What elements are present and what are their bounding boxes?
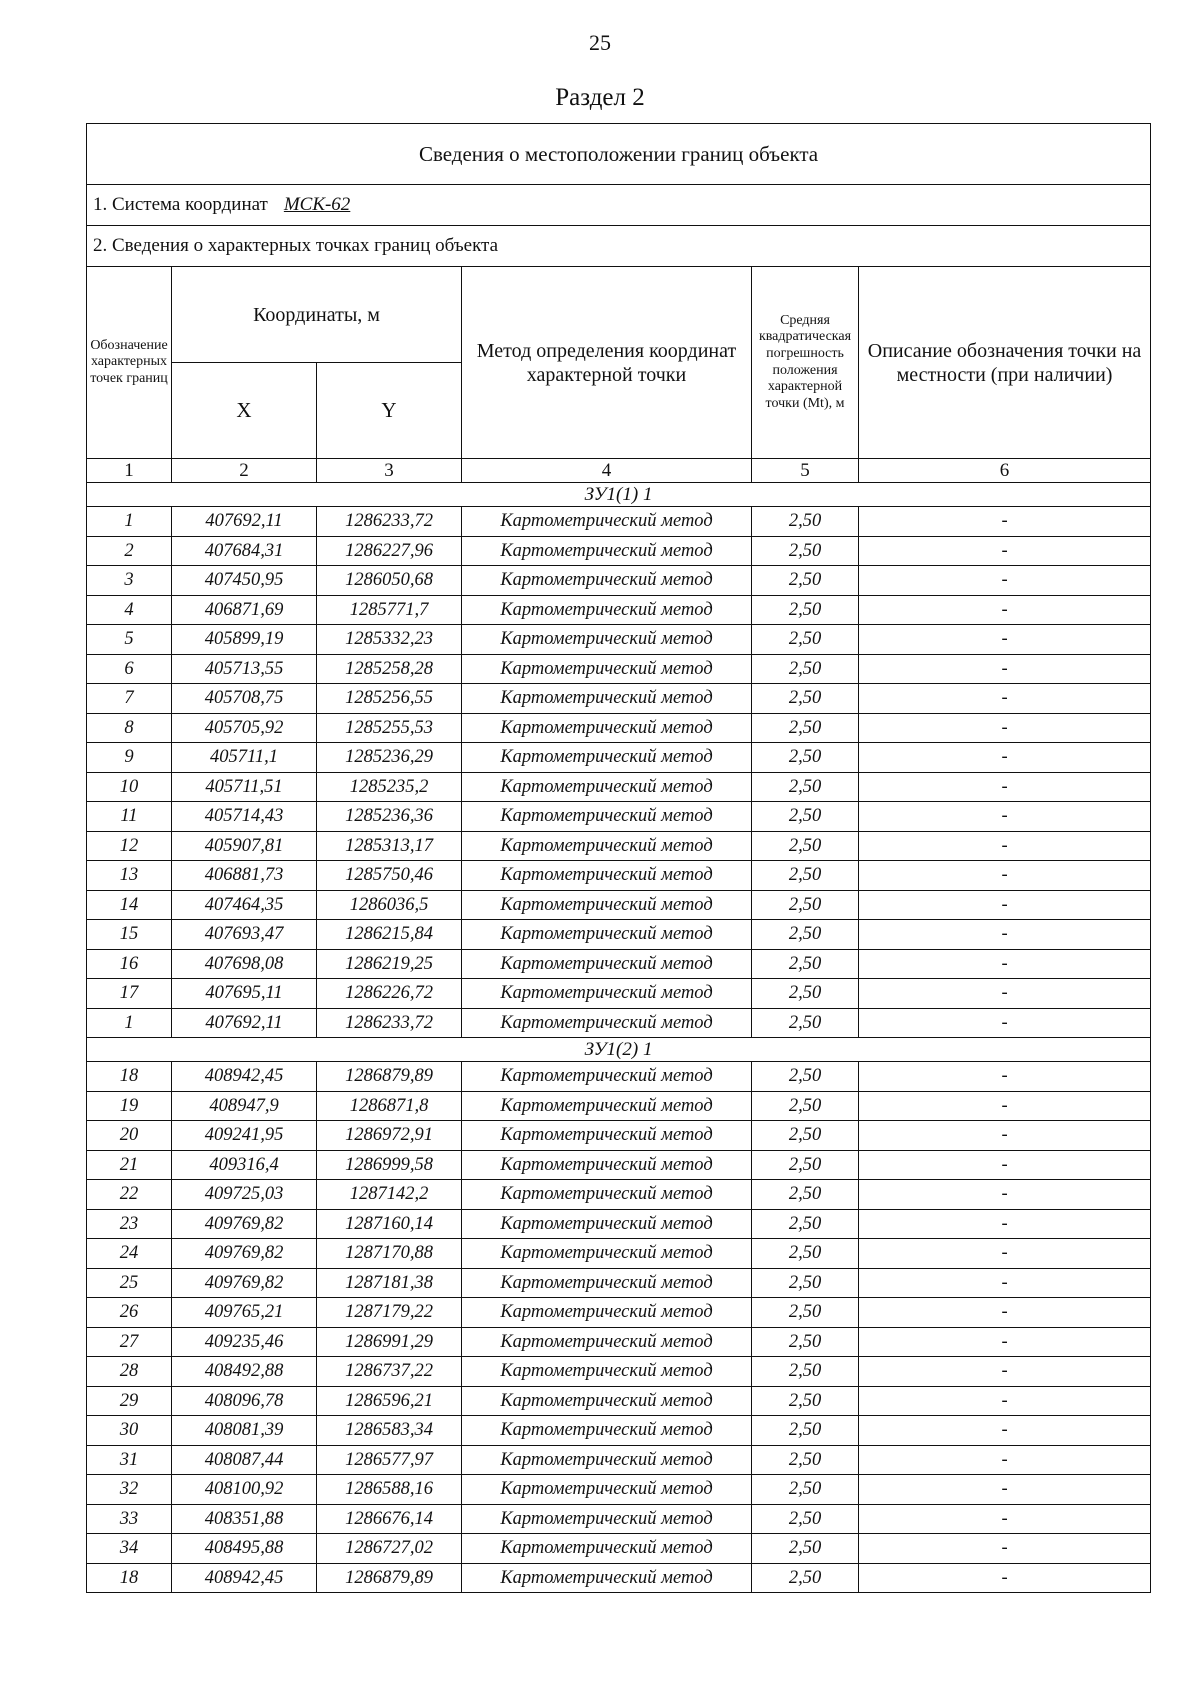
x-coordinate-cell: 408495,88 <box>172 1534 317 1564</box>
y-coordinate-cell: 1286727,02 <box>317 1534 462 1564</box>
point-id-cell: 19 <box>87 1091 172 1121</box>
group-header-row <box>87 483 1151 507</box>
description-cell: - <box>859 920 1151 950</box>
table-row <box>87 1386 1151 1416</box>
y-coordinate-cell: 1285256,55 <box>317 684 462 714</box>
header-method: Метод определения координат характерной точки <box>462 267 752 459</box>
x-coordinate-cell: 405711,1 <box>172 743 317 773</box>
y-coordinate-cell: 1285255,53 <box>317 713 462 743</box>
point-id-cell: 26 <box>87 1298 172 1328</box>
point-id-cell: 6 <box>87 654 172 684</box>
method-cell: Картометрический метод <box>462 566 752 596</box>
error-cell: 2,50 <box>752 1062 859 1092</box>
table-row <box>87 772 1151 802</box>
description-cell: - <box>859 1416 1151 1446</box>
description-cell: - <box>859 890 1151 920</box>
description-cell: - <box>859 507 1151 537</box>
x-coordinate-cell: 407684,31 <box>172 536 317 566</box>
error-cell: 2,50 <box>752 507 859 537</box>
error-cell: 2,50 <box>752 920 859 950</box>
description-cell: - <box>859 772 1151 802</box>
description-cell: - <box>859 743 1151 773</box>
method-cell: Картометрический метод <box>462 1150 752 1180</box>
x-coordinate-cell: 408492,88 <box>172 1357 317 1387</box>
header-error: Средняя квадратическая погрешность положения характерной точки (Mt), м <box>752 267 859 459</box>
error-cell: 2,50 <box>752 536 859 566</box>
points-heading: 2. Сведения о характерных точках границ объекта <box>87 226 1151 267</box>
x-coordinate-cell: 406871,69 <box>172 595 317 625</box>
table-row <box>87 1327 1151 1357</box>
description-cell: - <box>859 684 1151 714</box>
point-id-cell: 5 <box>87 625 172 655</box>
error-cell: 2,50 <box>752 1298 859 1328</box>
point-id-cell: 17 <box>87 979 172 1009</box>
y-coordinate-cell: 1287170,88 <box>317 1239 462 1269</box>
y-coordinate-cell: 1285236,36 <box>317 802 462 832</box>
method-cell: Картометрический метод <box>462 861 752 891</box>
description-cell: - <box>859 1298 1151 1328</box>
point-id-cell: 24 <box>87 1239 172 1269</box>
y-coordinate-cell: 1285236,29 <box>317 743 462 773</box>
point-id-cell: 34 <box>87 1534 172 1564</box>
error-cell: 2,50 <box>752 1534 859 1564</box>
error-cell: 2,50 <box>752 743 859 773</box>
y-coordinate-cell: 1287142,2 <box>317 1180 462 1210</box>
x-coordinate-cell: 405907,81 <box>172 831 317 861</box>
description-cell: - <box>859 1121 1151 1151</box>
table-row <box>87 802 1151 832</box>
x-coordinate-cell: 406881,73 <box>172 861 317 891</box>
header-y: Y <box>317 363 462 459</box>
point-id-cell: 27 <box>87 1327 172 1357</box>
description-cell: - <box>859 861 1151 891</box>
table-row <box>87 684 1151 714</box>
method-cell: Картометрический метод <box>462 1563 752 1593</box>
table-row <box>87 831 1151 861</box>
y-coordinate-cell: 1286972,91 <box>317 1121 462 1151</box>
table-row <box>87 654 1151 684</box>
description-cell: - <box>859 595 1151 625</box>
description-cell: - <box>859 536 1151 566</box>
coordinate-system-row <box>87 185 1151 226</box>
y-coordinate-cell: 1286991,29 <box>317 1327 462 1357</box>
table-row <box>87 1268 1151 1298</box>
table-row <box>87 1298 1151 1328</box>
method-cell: Картометрический метод <box>462 1475 752 1505</box>
error-cell: 2,50 <box>752 1445 859 1475</box>
x-coordinate-cell: 407698,08 <box>172 949 317 979</box>
error-cell: 2,50 <box>752 1357 859 1387</box>
x-coordinate-cell: 405711,51 <box>172 772 317 802</box>
x-coordinate-cell: 405705,92 <box>172 713 317 743</box>
table-row <box>87 1209 1151 1239</box>
description-cell: - <box>859 1357 1151 1387</box>
error-cell: 2,50 <box>752 595 859 625</box>
x-coordinate-cell: 407693,47 <box>172 920 317 950</box>
point-id-cell: 30 <box>87 1416 172 1446</box>
point-id-cell: 11 <box>87 802 172 832</box>
description-cell: - <box>859 1504 1151 1534</box>
error-cell: 2,50 <box>752 890 859 920</box>
column-number: 5 <box>752 459 859 483</box>
error-cell: 2,50 <box>752 1475 859 1505</box>
method-cell: Картометрический метод <box>462 802 752 832</box>
y-coordinate-cell: 1286588,16 <box>317 1475 462 1505</box>
table-row <box>87 1062 1151 1092</box>
x-coordinate-cell: 407695,11 <box>172 979 317 1009</box>
y-coordinate-cell: 1285258,28 <box>317 654 462 684</box>
error-cell: 2,50 <box>752 772 859 802</box>
table-row <box>87 1150 1151 1180</box>
description-cell: - <box>859 1239 1151 1269</box>
description-cell: - <box>859 566 1151 596</box>
table-row <box>87 890 1151 920</box>
point-id-cell: 14 <box>87 890 172 920</box>
point-id-cell: 28 <box>87 1357 172 1387</box>
point-id-cell: 18 <box>87 1062 172 1092</box>
y-coordinate-cell: 1286871,8 <box>317 1091 462 1121</box>
error-cell: 2,50 <box>752 566 859 596</box>
point-id-cell: 20 <box>87 1121 172 1151</box>
x-coordinate-cell: 409769,82 <box>172 1268 317 1298</box>
description-cell: - <box>859 1534 1151 1564</box>
description-cell: - <box>859 625 1151 655</box>
error-cell: 2,50 <box>752 1386 859 1416</box>
y-coordinate-cell: 1285750,46 <box>317 861 462 891</box>
table-row <box>87 1475 1151 1505</box>
y-coordinate-cell: 1287181,38 <box>317 1268 462 1298</box>
point-id-cell: 23 <box>87 1209 172 1239</box>
x-coordinate-cell: 405714,43 <box>172 802 317 832</box>
point-id-cell: 9 <box>87 743 172 773</box>
x-coordinate-cell: 408100,92 <box>172 1475 317 1505</box>
header-coordinates: Координаты, м <box>172 267 462 363</box>
y-coordinate-cell: 1285235,2 <box>317 772 462 802</box>
description-cell: - <box>859 1180 1151 1210</box>
y-coordinate-cell: 1286050,68 <box>317 566 462 596</box>
method-cell: Картометрический метод <box>462 625 752 655</box>
x-coordinate-cell: 407464,35 <box>172 890 317 920</box>
y-coordinate-cell: 1286583,34 <box>317 1416 462 1446</box>
error-cell: 2,50 <box>752 625 859 655</box>
point-id-cell: 22 <box>87 1180 172 1210</box>
point-id-cell: 29 <box>87 1386 172 1416</box>
x-coordinate-cell: 408087,44 <box>172 1445 317 1475</box>
x-coordinate-cell: 408942,45 <box>172 1563 317 1593</box>
x-coordinate-cell: 405713,55 <box>172 654 317 684</box>
header-point-designation: Обозначение характерных точек границ <box>87 267 172 459</box>
point-id-cell: 12 <box>87 831 172 861</box>
point-id-cell: 1 <box>87 1008 172 1038</box>
coordinate-system-label: 1. Система координат <box>93 194 268 215</box>
table-row <box>87 1239 1151 1269</box>
point-id-cell: 25 <box>87 1268 172 1298</box>
point-id-cell: 18 <box>87 1563 172 1593</box>
description-cell: - <box>859 1150 1151 1180</box>
column-number: 3 <box>317 459 462 483</box>
y-coordinate-cell: 1285313,17 <box>317 831 462 861</box>
error-cell: 2,50 <box>752 1209 859 1239</box>
section-title: Раздел 2 <box>555 84 645 111</box>
point-id-cell: 21 <box>87 1150 172 1180</box>
method-cell: Картометрический метод <box>462 1386 752 1416</box>
method-cell: Картометрический метод <box>462 1504 752 1534</box>
boundary-points-table <box>86 123 1151 1593</box>
table-row <box>87 949 1151 979</box>
method-cell: Картометрический метод <box>462 831 752 861</box>
description-cell: - <box>859 1268 1151 1298</box>
x-coordinate-cell: 408351,88 <box>172 1504 317 1534</box>
y-coordinate-cell: 1286879,89 <box>317 1563 462 1593</box>
description-cell: - <box>859 1008 1151 1038</box>
description-cell: - <box>859 1386 1151 1416</box>
error-cell: 2,50 <box>752 802 859 832</box>
group-header-row <box>87 1038 1151 1062</box>
table-row <box>87 1091 1151 1121</box>
y-coordinate-cell: 1286227,96 <box>317 536 462 566</box>
method-cell: Картометрический метод <box>462 1091 752 1121</box>
method-cell: Картометрический метод <box>462 920 752 950</box>
description-cell: - <box>859 1475 1151 1505</box>
y-coordinate-cell: 1287160,14 <box>317 1209 462 1239</box>
error-cell: 2,50 <box>752 1327 859 1357</box>
description-cell: - <box>859 802 1151 832</box>
error-cell: 2,50 <box>752 979 859 1009</box>
table-row <box>87 861 1151 891</box>
x-coordinate-cell: 409235,46 <box>172 1327 317 1357</box>
x-coordinate-cell: 407692,11 <box>172 1008 317 1038</box>
method-cell: Картометрический метод <box>462 772 752 802</box>
error-cell: 2,50 <box>752 684 859 714</box>
error-cell: 2,50 <box>752 1504 859 1534</box>
error-cell: 2,50 <box>752 1180 859 1210</box>
x-coordinate-cell: 409316,4 <box>172 1150 317 1180</box>
table-row <box>87 1563 1151 1593</box>
table-title: Сведения о местоположении границ объекта <box>87 124 1151 185</box>
table-row <box>87 1416 1151 1446</box>
y-coordinate-cell: 1286596,21 <box>317 1386 462 1416</box>
column-number: 2 <box>172 459 317 483</box>
table-row <box>87 979 1151 1009</box>
method-cell: Картометрический метод <box>462 1239 752 1269</box>
point-id-cell: 4 <box>87 595 172 625</box>
y-coordinate-cell: 1286879,89 <box>317 1062 462 1092</box>
x-coordinate-cell: 409769,82 <box>172 1209 317 1239</box>
error-cell: 2,50 <box>752 861 859 891</box>
error-cell: 2,50 <box>752 1563 859 1593</box>
point-id-cell: 13 <box>87 861 172 891</box>
error-cell: 2,50 <box>752 713 859 743</box>
point-id-cell: 31 <box>87 1445 172 1475</box>
x-coordinate-cell: 405708,75 <box>172 684 317 714</box>
y-coordinate-cell: 1286036,5 <box>317 890 462 920</box>
x-coordinate-cell: 408096,78 <box>172 1386 317 1416</box>
method-cell: Картометрический метод <box>462 507 752 537</box>
table-row <box>87 1504 1151 1534</box>
method-cell: Картометрический метод <box>462 1008 752 1038</box>
group-label: ЗУ1(2) 1 <box>87 1038 1151 1062</box>
description-cell: - <box>859 1563 1151 1593</box>
point-id-cell: 3 <box>87 566 172 596</box>
y-coordinate-cell: 1286226,72 <box>317 979 462 1009</box>
table-row <box>87 920 1151 950</box>
error-cell: 2,50 <box>752 831 859 861</box>
point-id-cell: 33 <box>87 1504 172 1534</box>
table-row <box>87 713 1151 743</box>
description-cell: - <box>859 949 1151 979</box>
method-cell: Картометрический метод <box>462 1062 752 1092</box>
method-cell: Картометрический метод <box>462 949 752 979</box>
coordinate-system-value: МСК-62 <box>283 194 351 215</box>
x-coordinate-cell: 409241,95 <box>172 1121 317 1151</box>
method-cell: Картометрический метод <box>462 890 752 920</box>
point-id-cell: 1 <box>87 507 172 537</box>
column-number: 1 <box>87 459 172 483</box>
x-coordinate-cell: 408942,45 <box>172 1062 317 1092</box>
point-id-cell: 7 <box>87 684 172 714</box>
error-cell: 2,50 <box>752 1091 859 1121</box>
table-row <box>87 743 1151 773</box>
method-cell: Картометрический метод <box>462 743 752 773</box>
page-number: 25 <box>589 30 611 55</box>
method-cell: Картометрический метод <box>462 684 752 714</box>
error-cell: 2,50 <box>752 1008 859 1038</box>
table-row <box>87 1121 1151 1151</box>
error-cell: 2,50 <box>752 1416 859 1446</box>
point-id-cell: 8 <box>87 713 172 743</box>
error-cell: 2,50 <box>752 949 859 979</box>
y-coordinate-cell: 1287179,22 <box>317 1298 462 1328</box>
error-cell: 2,50 <box>752 1239 859 1269</box>
method-cell: Картометрический метод <box>462 1121 752 1151</box>
table-row <box>87 536 1151 566</box>
method-cell: Картометрический метод <box>462 1268 752 1298</box>
method-cell: Картометрический метод <box>462 1357 752 1387</box>
description-cell: - <box>859 1445 1151 1475</box>
column-number: 6 <box>859 459 1151 483</box>
x-coordinate-cell: 408081,39 <box>172 1416 317 1446</box>
method-cell: Картометрический метод <box>462 1180 752 1210</box>
method-cell: Картометрический метод <box>462 654 752 684</box>
y-coordinate-cell: 1286219,25 <box>317 949 462 979</box>
table-row <box>87 1008 1151 1038</box>
x-coordinate-cell: 409769,82 <box>172 1239 317 1269</box>
y-coordinate-cell: 1286999,58 <box>317 1150 462 1180</box>
method-cell: Картометрический метод <box>462 595 752 625</box>
point-id-cell: 15 <box>87 920 172 950</box>
table-row <box>87 1357 1151 1387</box>
column-numbers-row <box>87 459 1151 483</box>
method-cell: Картометрический метод <box>462 713 752 743</box>
x-coordinate-cell: 405899,19 <box>172 625 317 655</box>
table-row <box>87 595 1151 625</box>
y-coordinate-cell: 1286577,97 <box>317 1445 462 1475</box>
point-id-cell: 16 <box>87 949 172 979</box>
header-x: X <box>172 363 317 459</box>
y-coordinate-cell: 1285332,23 <box>317 625 462 655</box>
method-cell: Картометрический метод <box>462 1416 752 1446</box>
y-coordinate-cell: 1286676,14 <box>317 1504 462 1534</box>
y-coordinate-cell: 1286233,72 <box>317 1008 462 1038</box>
method-cell: Картометрический метод <box>462 536 752 566</box>
description-cell: - <box>859 1091 1151 1121</box>
table-row <box>87 1180 1151 1210</box>
description-cell: - <box>859 1209 1151 1239</box>
group-label: ЗУ1(1) 1 <box>87 483 1151 507</box>
error-cell: 2,50 <box>752 1268 859 1298</box>
x-coordinate-cell: 409765,21 <box>172 1298 317 1328</box>
method-cell: Картометрический метод <box>462 979 752 1009</box>
description-cell: - <box>859 831 1151 861</box>
x-coordinate-cell: 407692,11 <box>172 507 317 537</box>
error-cell: 2,50 <box>752 654 859 684</box>
method-cell: Картометрический метод <box>462 1327 752 1357</box>
method-cell: Картометрический метод <box>462 1445 752 1475</box>
table-row <box>87 507 1151 537</box>
error-cell: 2,50 <box>752 1150 859 1180</box>
description-cell: - <box>859 713 1151 743</box>
point-id-cell: 10 <box>87 772 172 802</box>
description-cell: - <box>859 1327 1151 1357</box>
table-row <box>87 1534 1151 1564</box>
method-cell: Картометрический метод <box>462 1298 752 1328</box>
column-number: 4 <box>462 459 752 483</box>
x-coordinate-cell: 408947,9 <box>172 1091 317 1121</box>
y-coordinate-cell: 1285771,7 <box>317 595 462 625</box>
method-cell: Картометрический метод <box>462 1209 752 1239</box>
point-id-cell: 32 <box>87 1475 172 1505</box>
method-cell: Картометрический метод <box>462 1534 752 1564</box>
description-cell: - <box>859 1062 1151 1092</box>
description-cell: - <box>859 979 1151 1009</box>
error-cell: 2,50 <box>752 1121 859 1151</box>
description-cell: - <box>859 654 1151 684</box>
table-row <box>87 566 1151 596</box>
x-coordinate-cell: 407450,95 <box>172 566 317 596</box>
point-id-cell: 2 <box>87 536 172 566</box>
x-coordinate-cell: 409725,03 <box>172 1180 317 1210</box>
table-row <box>87 625 1151 655</box>
table-row <box>87 1445 1151 1475</box>
y-coordinate-cell: 1286737,22 <box>317 1357 462 1387</box>
y-coordinate-cell: 1286215,84 <box>317 920 462 950</box>
header-description: Описание обозначения точки на местности (при наличии) <box>859 267 1151 459</box>
y-coordinate-cell: 1286233,72 <box>317 507 462 537</box>
